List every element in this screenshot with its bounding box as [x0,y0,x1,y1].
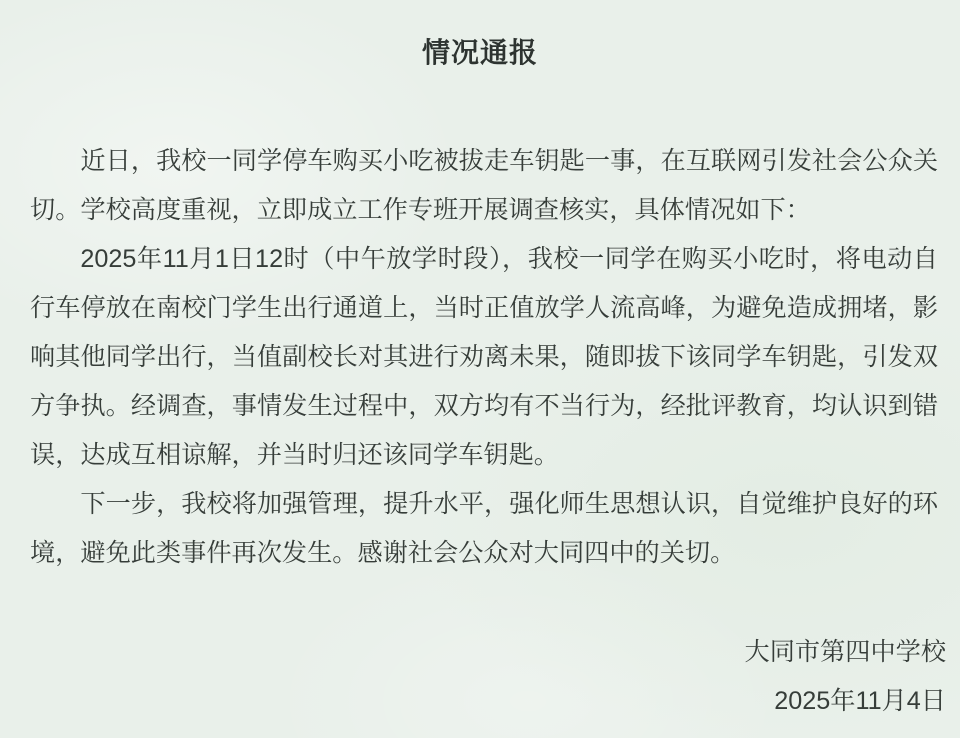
notice-paragraph-intro: 近日，我校一同学停车购买小吃被拔走车钥匙一事，在互联网引发社会公众关切。学校高度重视，立即成立工作专班开展调查核实，具体情况如下： [30,147,938,224]
signature-block [0,628,960,726]
issue-date: 2025年11月4日 [774,687,946,715]
notice-title: 情况通报 [421,37,538,68]
notice-paragraph-details: 2025年11月1日12时（中午放学时段），我校一同学在购买小吃时，将电动自行车停放在南校门学生出行通道上，当时正值放学人流高峰，为避免造成拥堵，影响其他同学出行，当值副校长对其进行劝离未果，随即拔下该同学车钥匙，引发双方争执。经调查，事情发生过程中，双方均有不当行为，经批评教育，均认识到错误，达成互相谅解，并当时归还该同学车钥匙。 [30,245,938,469]
notice-paragraph-conclusion: 下一步，我校将加强管理，提升水平，强化师生思想认识，自觉维护良好的环境，避免此类事件再次发生。感谢社会公众对大同四中的关切。 [30,490,938,567]
notice-body [0,137,960,578]
issuer-name: 大同市第四中学校 [744,638,946,666]
